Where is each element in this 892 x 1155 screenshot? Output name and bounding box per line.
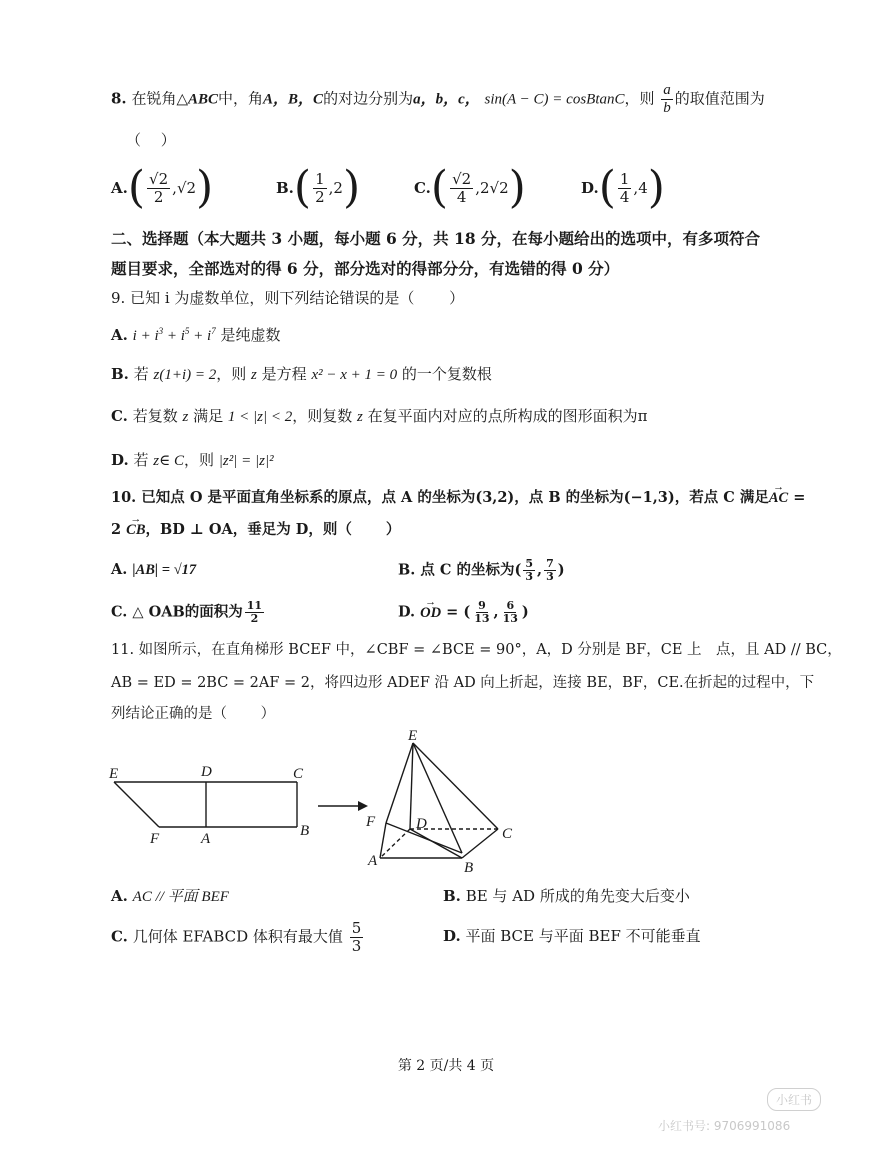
q8-paren: （ ） xyxy=(126,131,176,149)
label-right-E: E xyxy=(408,728,418,744)
q8-text-d: ，则 xyxy=(624,89,655,108)
q9-stem: 9. 已知 i 为虚数单位，则下列结论错误的是（ ） xyxy=(111,289,465,307)
q9-option-d: D. 若 z∈ C，则 |z²| = |z|² xyxy=(111,451,274,469)
q8-angles: A，B，C xyxy=(263,91,324,108)
q8-text-b: 中，角 xyxy=(218,89,264,108)
q9-option-a: A. $i + i^3 + i^5 + i^7$ 是纯虚数 xyxy=(111,326,281,344)
q8-option-a: A. ( $\frac{√2}{2}$ , √2 ) xyxy=(111,162,214,213)
q10-line2: 2 → CB，BD ⊥ OA，垂足为 D，则（ ） xyxy=(111,520,400,540)
q8-triangle: △ABC xyxy=(176,91,219,108)
q10-option-b: B. 点 C 的坐标为( $\frac{5}{3}$ , $\frac{7}{3}$ ) xyxy=(398,557,565,583)
label-right-B: B xyxy=(464,860,474,876)
vector-ac: → AC xyxy=(769,488,788,508)
label-left-B: B xyxy=(300,823,310,839)
q11-figure xyxy=(100,728,520,878)
folded-solid xyxy=(380,743,498,858)
q10-option-d: D. → OD = ( $\frac{9}{13}$ , $\frac{6}{13}$ ) xyxy=(398,600,529,625)
section2-line2: 题目要求，全部选对的得 6 分，部分选对的得部分分，有选错的得 0 分） xyxy=(111,259,620,278)
section2-line1: 二、选择题（本大题共 3 小题，每小题 6 分，共 18 分，在每小题给出的选项中，有多项符合 xyxy=(111,229,761,248)
watermark-text: 小红书号: 9706991086 xyxy=(658,1119,791,1133)
q8-text-a: 在锐角 xyxy=(131,89,177,108)
q8-option-c: C. ( $\frac{√2}{4}$ , 2√2 ) xyxy=(414,162,526,213)
q11-option-a: A. AC // 平面 BEF xyxy=(111,887,229,905)
q11-line3: 列结论正确的是（ ） xyxy=(111,706,276,722)
q8-sides: a，b，c， xyxy=(413,91,480,108)
q8-stem xyxy=(111,82,765,117)
label-left-F: F xyxy=(150,831,160,847)
q10-line1: 10. 已知点 O 是平面直角坐标系的原点，点 A 的坐标为(3,2)，点 B 的坐标为(−1,3)，若点 C 满足→ AC = xyxy=(111,488,805,508)
q10-option-a: A. |AB| = √17 xyxy=(111,561,197,578)
q8-fraction: $\frac{a}{b}$ xyxy=(663,82,671,116)
label-left-C: C xyxy=(293,766,304,782)
q8-text-c: 的对边分别为 xyxy=(323,89,414,108)
q8-option-d: D. ( $\frac{1}{4}$ , 4 ) xyxy=(581,162,665,213)
q8-option-b: B. ( $\frac{1}{2}$ , 2 ) xyxy=(276,162,361,213)
q8-number: 8. xyxy=(111,89,127,108)
label-left-D: D xyxy=(201,764,212,780)
q9-a-expression: $i + i^3 + i^5 + i^7$ xyxy=(132,326,216,344)
q11-option-c: C. 几何体 EFABCD 体积有最大值 $\frac{5}{3}$ xyxy=(111,919,362,955)
q9-option-b: B. 若 z(1+i) = 2，则 z 是方程 x² − x + 1 = 0 的一个复数根 xyxy=(111,365,492,383)
watermark-badge: 小红书 xyxy=(767,1088,821,1111)
label-left-A: A xyxy=(201,831,211,847)
label-right-C: C xyxy=(502,826,513,842)
vector-cb: → CB xyxy=(126,520,145,540)
q9-option-c: C. 若复数 z 满足 1 < |z| < 2，则复数 z 在复平面内对应的点所构成的图形面积为π xyxy=(111,407,648,425)
q11-option-d: D. 平面 BCE 与平面 BEF 不可能垂直 xyxy=(443,927,701,945)
q10-option-c: C. △ OAB的面积为 $\frac{11}{2}$ xyxy=(111,599,263,625)
fold-arrow-icon xyxy=(318,801,368,811)
page-footer: 第 2 页/共 4 页 xyxy=(397,1058,495,1074)
q11-option-b: B. BE 与 AD 所成的角先变大后变小 xyxy=(443,887,690,905)
trapezoid-flat xyxy=(114,782,297,827)
q8-text-e: 的取值范围为 xyxy=(674,89,765,108)
q11-line1: 11. 如图所示，在直角梯形 BCEF 中，∠CBF = ∠BCE = 90°，A，D 分别是 BF，CE 上 点，且 AD // BC， xyxy=(111,642,842,658)
q8-equation: sin(A − C) = cosBtanC xyxy=(484,91,625,108)
label-right-D: D xyxy=(416,816,427,832)
label-right-F: F xyxy=(366,814,376,830)
label-left-E: E xyxy=(109,766,119,782)
vector-od: → OD xyxy=(420,603,441,623)
q11-line2: AB = ED = 2BC = 2AF = 2，将四边形 ADEF 沿 AD 向上折起，连接 BE，BF，CE.在折起的过程中，下 xyxy=(111,675,815,691)
label-right-A: A xyxy=(368,853,378,869)
